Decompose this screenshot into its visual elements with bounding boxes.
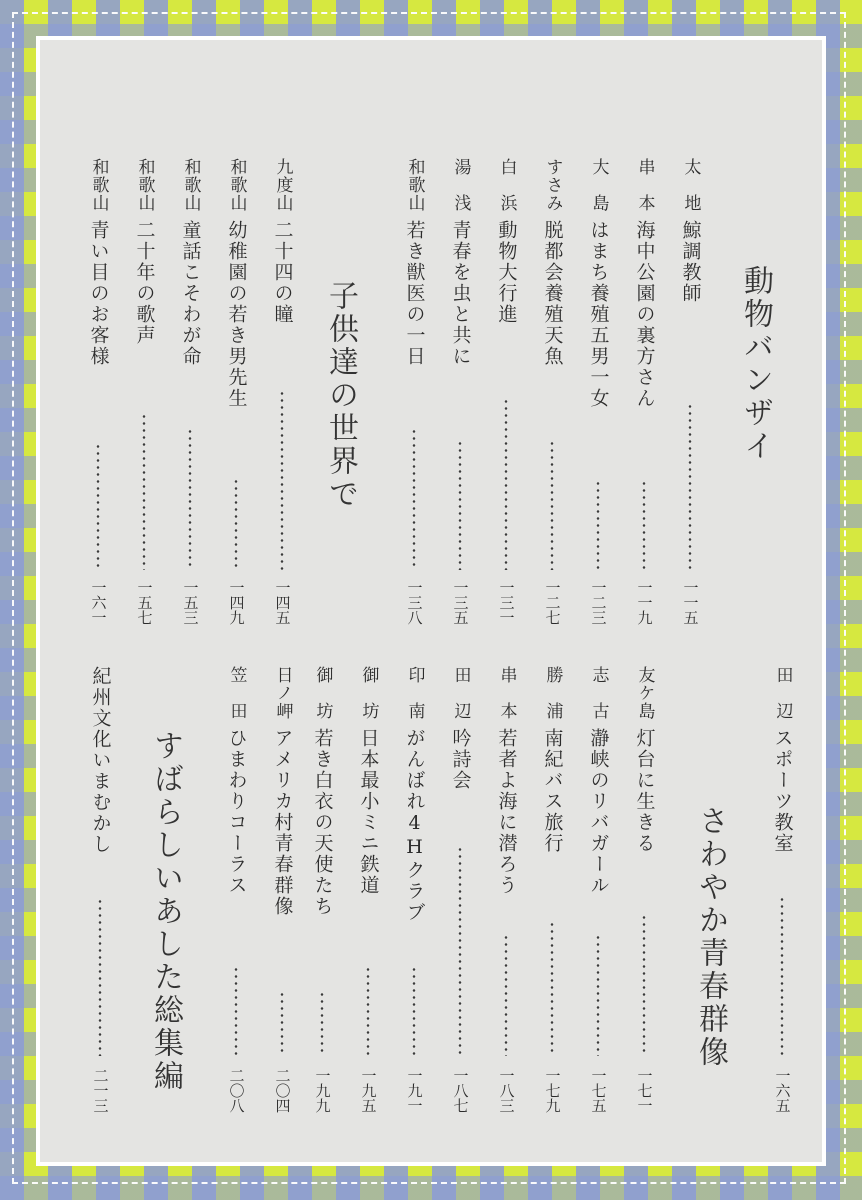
dot-leader bbox=[642, 914, 646, 1056]
entry-place: 湯 浅 bbox=[450, 158, 471, 212]
entry-page: 一二七 bbox=[543, 580, 562, 625]
entry-title: 灯台に生きる bbox=[633, 728, 656, 854]
dot-leader bbox=[412, 428, 416, 570]
entry-place: 串 本 bbox=[496, 666, 517, 720]
dot-leader bbox=[458, 440, 462, 570]
entry-place: 笠 田 bbox=[226, 666, 247, 720]
toc-entry[interactable] bbox=[440, 158, 480, 638]
entry-page: 一三一 bbox=[497, 580, 516, 625]
entry-title: 瀞峡のリバガール bbox=[587, 728, 610, 896]
toc-entry[interactable] bbox=[78, 158, 118, 638]
entry-title: 青い目のお客様 bbox=[87, 220, 110, 367]
dot-leader bbox=[458, 846, 462, 1056]
entry-page: 一三八 bbox=[405, 580, 424, 625]
entry-page: 一六五 bbox=[773, 1068, 792, 1113]
dot-leader bbox=[550, 921, 554, 1056]
toc-entry[interactable] bbox=[124, 158, 164, 638]
entry-title: 幼稚園の若き男先生 bbox=[225, 220, 248, 409]
entry-page: 二一三 bbox=[91, 1068, 110, 1113]
entry-title: 若き獣医の一日 bbox=[403, 220, 426, 367]
toc-entry[interactable] bbox=[486, 158, 526, 638]
entry-place: すさみ bbox=[542, 158, 563, 212]
dot-leader bbox=[504, 934, 508, 1056]
entry-place: 御 坊 bbox=[312, 666, 333, 720]
entry-title: 海中公園の裏方さん bbox=[633, 220, 656, 409]
entry-place: 和歌山 bbox=[180, 158, 201, 212]
toc-entry[interactable] bbox=[348, 666, 388, 1146]
section-heading-animals: 動物バンザイ bbox=[738, 265, 773, 463]
entry-page: 一九五 bbox=[359, 1068, 378, 1113]
dot-leader bbox=[320, 991, 324, 1056]
entry-title: アメリカ村青春群像 bbox=[271, 728, 294, 917]
toc-entry[interactable] bbox=[216, 158, 256, 638]
entry-page: 一七五 bbox=[589, 1068, 608, 1113]
toc-entry[interactable] bbox=[80, 666, 120, 1146]
entry-place: 串 本 bbox=[634, 158, 655, 212]
toc-entry[interactable] bbox=[170, 158, 210, 638]
toc-entry[interactable] bbox=[532, 158, 572, 638]
entry-title: はまち養殖五男一女 bbox=[587, 220, 610, 409]
dot-leader bbox=[142, 413, 146, 570]
toc-entry[interactable] bbox=[262, 158, 302, 638]
toc-entry[interactable] bbox=[532, 666, 572, 1146]
entry-place: 和歌山 bbox=[404, 158, 425, 212]
entry-place: 九度山 bbox=[272, 158, 293, 212]
dot-leader bbox=[234, 478, 238, 570]
entry-title: 青春を虫と共に bbox=[449, 220, 472, 367]
entry-title: 二十四の瞳 bbox=[271, 220, 294, 325]
toc-entry[interactable] bbox=[624, 666, 664, 1146]
entry-title: 童話こそわが命 bbox=[179, 220, 202, 367]
entry-place: 日ノ岬 bbox=[272, 666, 293, 720]
toc-entry[interactable] bbox=[302, 666, 342, 1146]
entry-title: 南紀バス旅行 bbox=[541, 728, 564, 854]
entry-place: 田 辺 bbox=[450, 666, 471, 720]
entry-title: 吟詩会 bbox=[449, 728, 472, 791]
entry-page: 一四九 bbox=[227, 580, 246, 625]
entry-title: 紀州文化いまむかし bbox=[89, 666, 112, 855]
section-heading-children: 子供達の世界で bbox=[323, 280, 358, 511]
entry-place: 和歌山 bbox=[134, 158, 155, 212]
dot-leader bbox=[688, 403, 692, 573]
dot-leader bbox=[550, 440, 554, 570]
entry-place: 御 坊 bbox=[358, 666, 379, 720]
entry-page: 一一五 bbox=[681, 580, 700, 625]
toc-entry[interactable] bbox=[670, 158, 710, 638]
entry-title: ひまわりコーラス bbox=[225, 728, 248, 896]
entry-place: 田 辺 bbox=[772, 666, 793, 720]
entry-place: 太 地 bbox=[680, 158, 701, 212]
entry-title: スポーツ教室 bbox=[771, 728, 794, 854]
dot-leader bbox=[280, 390, 284, 570]
section-heading-youth: さわやか青春群像 bbox=[693, 805, 728, 1069]
entry-title: 動物大行進 bbox=[495, 220, 518, 325]
toc-entry[interactable] bbox=[440, 666, 480, 1146]
entry-page: 一六一 bbox=[89, 580, 108, 625]
toc-entry[interactable] bbox=[486, 666, 526, 1146]
dot-leader bbox=[234, 966, 238, 1056]
entry-page: 一七九 bbox=[543, 1068, 562, 1113]
entry-title: 日本最小ミニ鉄道 bbox=[357, 728, 380, 896]
entry-page: 一八七 bbox=[451, 1068, 470, 1113]
dot-leader bbox=[504, 398, 508, 570]
dot-leader bbox=[96, 443, 100, 570]
toc-entry[interactable] bbox=[624, 158, 664, 638]
entry-place: 白 浜 bbox=[496, 158, 517, 212]
entry-page: 一九一 bbox=[405, 1068, 424, 1113]
dot-leader bbox=[642, 480, 646, 570]
entry-page: 一三五 bbox=[451, 580, 470, 625]
toc-entry[interactable] bbox=[578, 666, 618, 1146]
entry-page: 一一九 bbox=[635, 580, 654, 625]
entry-title: 鯨調教師 bbox=[679, 220, 702, 304]
entry-page: 二〇八 bbox=[227, 1068, 246, 1113]
entry-place: 勝 浦 bbox=[542, 666, 563, 720]
toc-entry[interactable] bbox=[394, 666, 434, 1146]
entry-page: 一五七 bbox=[135, 580, 154, 625]
dot-leader bbox=[596, 934, 600, 1056]
toc-entry[interactable] bbox=[394, 158, 434, 638]
entry-page: 一九九 bbox=[313, 1068, 332, 1113]
toc-entry[interactable] bbox=[262, 666, 302, 1146]
dot-leader bbox=[780, 896, 784, 1056]
entry-page: 一七一 bbox=[635, 1068, 654, 1113]
dot-leader bbox=[366, 966, 370, 1056]
entry-page: 一二三 bbox=[589, 580, 608, 625]
table-of-contents-page bbox=[36, 36, 826, 1166]
entry-title: 二十年の歌声 bbox=[133, 220, 156, 346]
entry-place: 志 古 bbox=[588, 666, 609, 720]
toc-entry[interactable] bbox=[762, 666, 802, 1146]
entry-title: 若き白衣の天使たち bbox=[311, 728, 334, 917]
dot-leader bbox=[98, 898, 102, 1056]
dot-leader bbox=[412, 966, 416, 1056]
dot-leader bbox=[596, 480, 600, 570]
entry-title: 脱都会養殖天魚 bbox=[541, 220, 564, 367]
entry-place: 和歌山 bbox=[88, 158, 109, 212]
entry-place: 友ケ島 bbox=[634, 666, 655, 720]
entry-title: 若者よ海に潜ろう bbox=[495, 728, 518, 896]
dot-leader bbox=[280, 991, 284, 1056]
entry-place: 和歌山 bbox=[226, 158, 247, 212]
entry-page: 一四五 bbox=[273, 580, 292, 625]
entry-title: がんばれ4Hクラブ bbox=[403, 728, 426, 923]
toc-entry[interactable] bbox=[578, 158, 618, 638]
entry-place: 大 島 bbox=[588, 158, 609, 212]
entry-page: 一八三 bbox=[497, 1068, 516, 1113]
entry-page: 二〇四 bbox=[273, 1068, 292, 1113]
entry-place: 印 南 bbox=[404, 666, 425, 720]
entry-page: 一五三 bbox=[181, 580, 200, 625]
dot-leader bbox=[188, 428, 192, 570]
toc-entry[interactable] bbox=[216, 666, 256, 1146]
section-heading-finale: すばらしいあした総集編 bbox=[148, 730, 183, 1093]
